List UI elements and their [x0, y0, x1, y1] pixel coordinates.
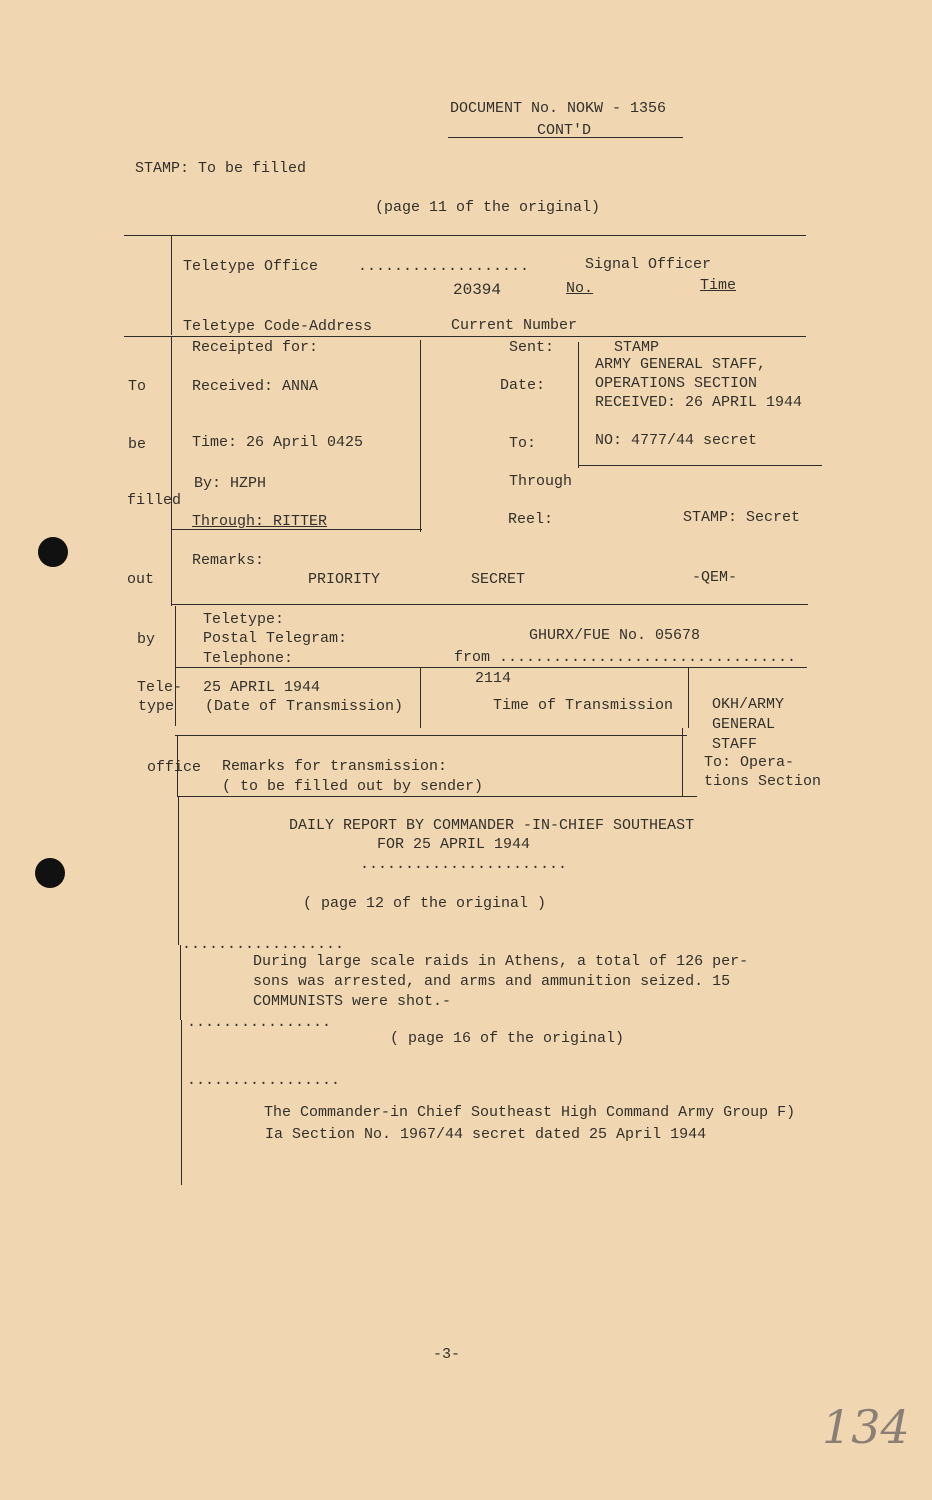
- code-address-label: Teletype Code-Address: [183, 318, 373, 335]
- reel-label: Reel:: [508, 511, 554, 528]
- stamp-received: RECEIVED: 26 APRIL 1944: [595, 394, 803, 411]
- stamp-secret: STAMP: Secret: [683, 509, 801, 526]
- okh-general: GENERAL: [712, 716, 776, 733]
- form-rule: [177, 796, 697, 797]
- form-rule: [172, 604, 808, 605]
- report-title: DAILY REPORT BY COMMANDER -IN-CHIEF SOUTHEAST: [289, 817, 695, 834]
- dotted-separator: ..................: [182, 936, 345, 953]
- paragraph-line: COMMUNISTS were shot.-: [253, 993, 452, 1010]
- paragraph-line: sons was arrested, and arms and ammunition seized. 15: [253, 973, 731, 990]
- side-label-out: out: [127, 571, 155, 588]
- qem-text: -QEM-: [692, 569, 738, 586]
- date-label: Date:: [500, 377, 546, 394]
- paragraph-line: During large scale raids in Athens, a total of 126 per-: [253, 953, 749, 970]
- stamp-label: STAMP: [614, 339, 660, 356]
- teletype-label: Teletype:: [203, 611, 285, 628]
- side-label-type: type: [138, 698, 175, 715]
- stamp-note: STAMP: To be filled: [135, 160, 307, 177]
- dotted-fill: ...................: [358, 258, 530, 275]
- date-of-transmission-value: 25 APRIL 1944: [203, 679, 321, 696]
- postal-telegram-label: Postal Telegram:: [203, 630, 348, 647]
- sent-label: Sent:: [509, 339, 555, 356]
- continued-label: CONT'D: [537, 122, 592, 139]
- secret-text: SECRET: [471, 571, 526, 588]
- report-date: FOR 25 APRIL 1944: [377, 836, 531, 853]
- form-rule: [420, 340, 421, 532]
- form-rule: [682, 728, 683, 796]
- okh-army: OKH/ARMY: [712, 696, 785, 713]
- from-line: from .................................: [454, 649, 797, 666]
- form-rule: [175, 667, 807, 668]
- stamp-number: NO: 4777/44 secret: [595, 432, 758, 449]
- page-reference: (page 11 of the original): [375, 199, 601, 216]
- form-rule: [171, 336, 172, 606]
- stamp-army-staff: ARMY GENERAL STAFF,: [595, 356, 767, 373]
- stamp-operations: OPERATIONS SECTION: [595, 375, 758, 392]
- to-operations-2: tions Section: [704, 773, 822, 790]
- form-rule: [178, 797, 179, 945]
- form-rule: [180, 945, 181, 1020]
- page-reference-12: ( page 12 of the original ): [303, 895, 547, 912]
- punch-hole: [35, 858, 65, 888]
- to-operations-1: To: Opera-: [704, 754, 795, 771]
- time-label: Time: [700, 277, 737, 294]
- no-label: No.: [566, 280, 594, 297]
- side-label-office: office: [147, 759, 202, 776]
- punch-hole: [38, 537, 68, 567]
- time-of-transmission-value: 2114: [475, 670, 512, 687]
- current-number-label: Current Number: [451, 317, 578, 334]
- received-value: Received: ANNA: [192, 378, 319, 395]
- to-label: To:: [509, 435, 537, 452]
- form-rule: [688, 668, 689, 728]
- date-of-transmission-label: (Date of Transmission): [205, 698, 404, 715]
- remarks-label: Remarks:: [192, 552, 265, 569]
- form-rule: [124, 336, 806, 337]
- okh-staff: STAFF: [712, 736, 758, 753]
- signature-line: The Commander-in Chief Southeast High Command Army Group F): [264, 1104, 796, 1121]
- side-label-by: by: [137, 631, 156, 648]
- priority-text: PRIORITY: [308, 571, 381, 588]
- side-label-be: be: [128, 436, 147, 453]
- form-top-rule: [124, 235, 806, 236]
- signature-line: Ia Section No. 1967/44 secret dated 25 April 1944: [265, 1126, 707, 1143]
- form-left-rule: [171, 235, 172, 335]
- side-label-filled: filled: [127, 492, 182, 509]
- teletype-office-label: Teletype Office: [183, 258, 319, 275]
- time-of-transmission-label: Time of Transmission: [493, 697, 674, 714]
- form-rule: [420, 668, 421, 728]
- form-rule: [181, 1020, 182, 1185]
- stamp-box-rule: [578, 465, 822, 466]
- header-underline: [448, 137, 683, 138]
- page-number: -3-: [433, 1346, 461, 1363]
- receipted-for-label: Receipted for:: [192, 339, 319, 356]
- dotted-separator: .................: [187, 1072, 341, 1089]
- remarks-transmission-label: Remarks for transmission:: [222, 758, 448, 775]
- side-label-to: To: [128, 378, 147, 395]
- filled-by-sender: ( to be filled out by sender): [222, 778, 484, 795]
- dotted-separator: .......................: [360, 856, 568, 873]
- side-label-tele: Tele-: [137, 679, 183, 696]
- stamp-box-rule: [578, 342, 579, 468]
- document-number: DOCUMENT No. NOKW - 1356: [450, 100, 667, 117]
- form-rule: [175, 606, 176, 726]
- ghurx-number: GHURX/FUE No. 05678: [529, 627, 701, 644]
- form-rule: [175, 735, 687, 736]
- dotted-separator: ................: [187, 1014, 332, 1031]
- page-reference-16: ( page 16 of the original): [390, 1030, 625, 1047]
- signal-number-value: 20394: [453, 281, 502, 299]
- time-received-value: Time: 26 April 0425: [192, 434, 364, 451]
- handwritten-number: 134: [822, 1400, 910, 1454]
- by-value: By: HZPH: [194, 475, 267, 492]
- through-value: Through: RITTER: [192, 513, 328, 530]
- signal-officer-label: Signal Officer: [585, 256, 712, 273]
- telephone-label: Telephone:: [203, 650, 294, 667]
- through-label: Through: [509, 473, 573, 490]
